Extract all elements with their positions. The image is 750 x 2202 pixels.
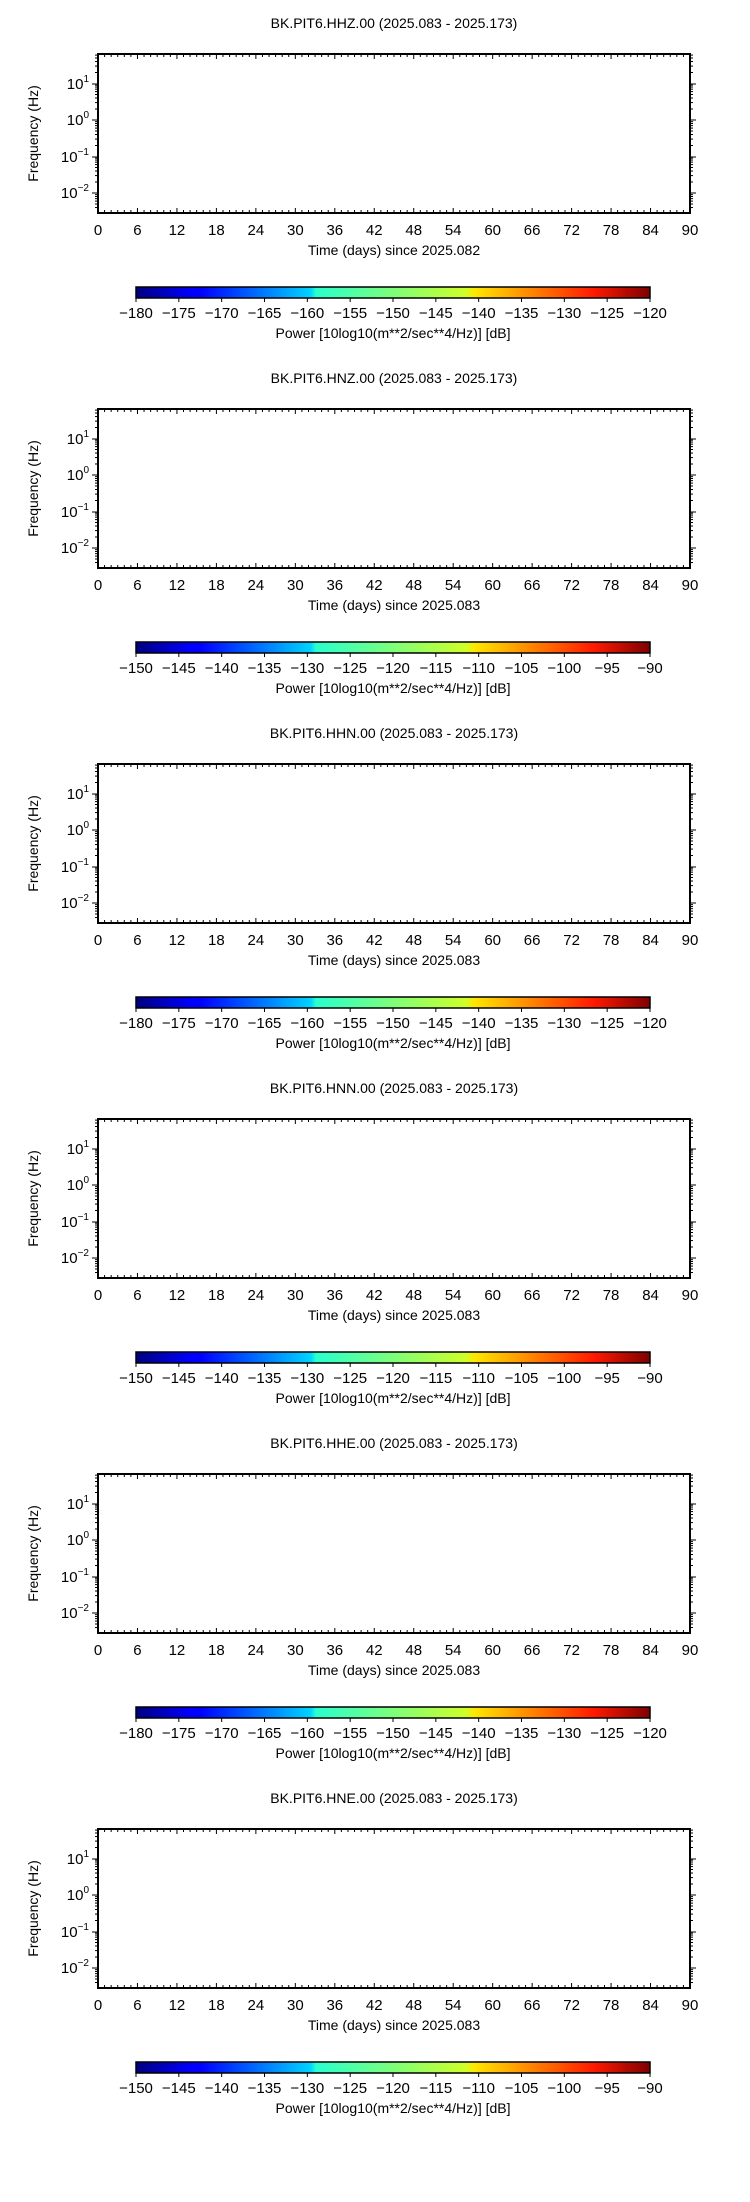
colorbar-tick-label: −180 [119,305,153,322]
y-tick-label: $10^{-2}$ [60,538,89,557]
colorbar-tick-label: −145 [161,1370,196,1387]
y-tick-label: $10^{-1}$ [60,1212,89,1231]
spectrogram-panel-1 [25,15,698,341]
y-tick-label: $10^{-1}$ [60,1567,89,1586]
x-tick-label: 54 [444,932,462,949]
x-tick-label: 66 [523,932,541,949]
x-tick-label: 84 [642,1287,659,1304]
colorbar-tick-label: −100 [547,660,582,677]
y-tick-label: $10^{-2}$ [60,1248,89,1267]
y-tick-label: $10^1$ [66,1494,89,1513]
y-tick-label: $10^{-2}$ [60,183,89,202]
plot-area [98,1474,690,1633]
x-tick-label: 36 [326,222,344,239]
colorbar-tick-label: −155 [333,1725,368,1742]
colorbar-tick-label: −150 [119,660,153,677]
colorbar-tick-label: −120 [633,1015,667,1032]
x-tick-label: 78 [602,1642,620,1659]
x-tick-label: 90 [681,932,699,949]
colorbar-label: Power [10log10(m**2/sec**4/Hz)] [dB] [275,1390,511,1406]
x-tick-label: 0 [93,1997,103,2014]
x-tick-label: 84 [642,1997,659,2014]
colorbar-tick-label: −130 [290,1370,325,1387]
x-tick-label: 0 [93,577,103,594]
x-tick-label: 78 [602,577,620,594]
x-tick-label: 12 [168,577,186,594]
x-tick-label: 0 [93,932,103,949]
colorbar-tick-label: −100 [547,1370,582,1387]
y-tick-label: $10^{-1}$ [60,857,89,876]
colorbar-tick-label: −135 [504,305,539,322]
x-tick-label: 36 [326,1997,344,2014]
colorbar-tick-label: −160 [290,1015,325,1032]
colorbar-tick-label: −140 [461,1725,496,1742]
colorbar [136,1352,650,1363]
x-tick-label: 6 [133,577,142,594]
x-tick-label: 30 [286,222,304,239]
colorbar-tick-label: −175 [161,305,196,322]
colorbar-tick-label: −110 [462,2080,496,2097]
colorbar-tick-label: −100 [547,2080,582,2097]
colorbar-tick-label: −160 [290,305,325,322]
colorbar-tick-label: −120 [376,660,410,677]
x-tick-label: 90 [681,1287,699,1304]
x-tick-label: 90 [681,577,699,594]
x-tick-label: 60 [484,1642,502,1659]
x-tick-label: 6 [133,1287,142,1304]
x-tick-label: 18 [208,932,225,949]
x-tick-label: 84 [642,1642,659,1659]
spectrogram-panel-2 [25,370,698,696]
colorbar-tick-label: −170 [204,1015,239,1032]
x-tick-label: 0 [93,1287,103,1304]
y-tick-label: $10^0$ [66,1530,89,1549]
colorbar-tick-label: −135 [247,1370,282,1387]
y-axis-label: Frequency (Hz) [25,795,41,892]
colorbar-tick-label: −95 [594,2080,620,2097]
y-axis-label: Frequency (Hz) [25,1860,41,1957]
x-tick-label: 60 [484,577,502,594]
colorbar-tick-label: −115 [419,2080,453,2097]
panel-title: BK.PIT6.HNN.00 (2025.083 - 2025.173) [269,1080,519,1096]
x-tick-label: 48 [405,1997,423,2014]
x-tick-label: 24 [247,577,265,594]
panel-title: BK.PIT6.HNZ.00 (2025.083 - 2025.173) [270,370,518,386]
colorbar-tick-label: −110 [462,660,496,677]
x-tick-label: 60 [484,1997,502,2014]
colorbar-tick-label: −130 [547,1015,582,1032]
colorbar-tick-label: −165 [247,305,282,322]
colorbar-label: Power [10log10(m**2/sec**4/Hz)] [dB] [275,1035,511,1051]
x-tick-label: 72 [563,1642,580,1659]
colorbar-tick-label: −120 [376,2080,410,2097]
x-tick-label: 12 [168,222,186,239]
spectrogram-panel-5 [25,1435,698,1761]
colorbar-tick-label: −160 [290,1725,325,1742]
plot-area [98,764,690,923]
x-tick-label: 48 [405,1642,423,1659]
x-tick-label: 54 [444,577,462,594]
x-tick-label: 66 [523,577,541,594]
y-tick-label: $10^1$ [66,429,89,448]
x-tick-label: 18 [208,1642,225,1659]
x-tick-label: 48 [405,222,423,239]
x-tick-label: 60 [484,222,502,239]
x-tick-label: 90 [681,1642,699,1659]
x-tick-label: 66 [523,1642,541,1659]
colorbar [136,642,650,653]
colorbar-tick-label: −155 [333,305,368,322]
colorbar-tick-label: −145 [161,2080,196,2097]
colorbar-tick-label: −150 [376,305,410,322]
x-axis-label: Time (days) since 2025.083 [307,952,481,968]
y-tick-label: $10^{-1}$ [60,1922,89,1941]
colorbar-tick-label: −105 [504,1370,539,1387]
colorbar-tick-label: −125 [590,1725,625,1742]
x-tick-label: 72 [563,1997,580,2014]
x-tick-label: 36 [326,932,344,949]
y-axis-label: Frequency (Hz) [25,440,41,537]
x-axis-label: Time (days) since 2025.083 [307,1307,481,1323]
y-tick-label: $10^0$ [66,110,89,129]
x-tick-label: 36 [326,1287,344,1304]
colorbar-tick-label: −150 [376,1725,410,1742]
colorbar-tick-label: −125 [333,660,368,677]
colorbar [136,1707,650,1718]
colorbar-tick-label: −140 [461,305,496,322]
x-tick-label: 42 [365,222,383,239]
colorbar-tick-label: −180 [119,1725,153,1742]
colorbar-tick-label: −110 [462,1370,496,1387]
colorbar-tick-label: −130 [547,305,582,322]
colorbar-tick-label: −170 [204,1725,239,1742]
x-tick-label: 6 [133,932,142,949]
colorbar-tick-label: −150 [376,1015,410,1032]
x-tick-label: 18 [208,1287,225,1304]
x-tick-label: 36 [326,1642,344,1659]
colorbar-tick-label: −120 [633,1725,667,1742]
x-tick-label: 12 [168,1997,186,2014]
colorbar-tick-label: −135 [504,1015,539,1032]
colorbar-tick-label: −130 [547,1725,582,1742]
x-tick-label: 18 [208,1997,225,2014]
colorbar-tick-label: −135 [504,1725,539,1742]
colorbar-label: Power [10log10(m**2/sec**4/Hz)] [dB] [275,325,511,341]
x-tick-label: 66 [523,1287,541,1304]
panel-title: BK.PIT6.HHE.00 (2025.083 - 2025.173) [270,1435,518,1451]
x-tick-label: 0 [93,222,103,239]
x-tick-label: 78 [602,1997,620,2014]
x-axis-label: Time (days) since 2025.083 [307,597,481,613]
colorbar-tick-label: −125 [333,1370,368,1387]
x-axis-label: Time (days) since 2025.083 [307,2017,481,2033]
y-axis-label: Frequency (Hz) [25,85,41,182]
colorbar-tick-label: −115 [419,660,453,677]
y-tick-label: $10^0$ [66,1885,89,1904]
plot-area [98,1829,690,1988]
panel-title: BK.PIT6.HHZ.00 (2025.083 - 2025.173) [270,15,518,31]
y-tick-label: $10^0$ [66,465,89,484]
x-tick-label: 54 [444,1997,462,2014]
x-tick-label: 48 [405,577,423,594]
x-tick-label: 84 [642,222,659,239]
y-tick-label: $10^1$ [66,1849,89,1868]
colorbar-tick-label: −90 [637,1370,663,1387]
x-tick-label: 30 [286,1997,304,2014]
colorbar-tick-label: −90 [637,2080,663,2097]
x-tick-label: 48 [405,932,423,949]
y-tick-label: $10^{-2}$ [60,1958,89,1977]
x-tick-label: 30 [286,1287,304,1304]
colorbar-tick-label: −105 [504,2080,539,2097]
y-tick-label: $10^1$ [66,74,89,93]
x-tick-label: 42 [365,932,383,949]
x-tick-label: 6 [133,1997,142,2014]
x-axis-label: Time (days) since 2025.083 [307,1662,481,1678]
colorbar-tick-label: −175 [161,1725,196,1742]
x-tick-label: 90 [681,222,699,239]
x-tick-label: 24 [247,1287,265,1304]
spectrogram-panel-3 [25,725,698,1051]
x-tick-label: 60 [484,1287,502,1304]
y-tick-label: $10^{-1}$ [60,147,89,166]
panel-title: BK.PIT6.HHN.00 (2025.083 - 2025.173) [269,725,519,741]
colorbar-tick-label: −175 [161,1015,196,1032]
colorbar-tick-label: −140 [461,1015,496,1032]
colorbar-tick-label: −140 [204,2080,239,2097]
colorbar-tick-label: −145 [418,305,453,322]
colorbar-tick-label: −150 [119,2080,153,2097]
spectrogram-panel-4 [25,1080,698,1406]
colorbar-tick-label: −105 [504,660,539,677]
y-tick-label: $10^0$ [66,820,89,839]
panel-title: BK.PIT6.HNE.00 (2025.083 - 2025.173) [270,1790,518,1806]
colorbar-tick-label: −150 [119,1370,153,1387]
x-tick-label: 6 [133,222,142,239]
colorbar-tick-label: −120 [633,305,667,322]
x-tick-label: 24 [247,932,265,949]
y-tick-label: $10^0$ [66,1175,89,1194]
x-tick-label: 42 [365,577,383,594]
colorbar-tick-label: −130 [290,660,325,677]
y-tick-label: $10^{-1}$ [60,502,89,521]
x-tick-label: 18 [208,222,225,239]
y-tick-label: $10^{-2}$ [60,1603,89,1622]
x-tick-label: 36 [326,577,344,594]
x-tick-label: 24 [247,222,265,239]
x-tick-label: 30 [286,577,304,594]
x-tick-label: 66 [523,222,541,239]
x-tick-label: 78 [602,222,620,239]
x-tick-label: 30 [286,932,304,949]
x-tick-label: 12 [168,1287,186,1304]
x-tick-label: 72 [563,222,580,239]
colorbar-tick-label: −120 [376,1370,410,1387]
x-tick-label: 42 [365,1997,383,2014]
colorbar-tick-label: −125 [590,305,625,322]
x-tick-label: 72 [563,932,580,949]
colorbar-tick-label: −125 [333,2080,368,2097]
x-tick-label: 60 [484,932,502,949]
colorbar-tick-label: −95 [594,660,620,677]
x-tick-label: 42 [365,1642,383,1659]
colorbar [136,997,650,1008]
x-tick-label: 12 [168,932,186,949]
x-tick-label: 72 [563,1287,580,1304]
x-tick-label: 84 [642,577,659,594]
x-tick-label: 90 [681,1997,699,2014]
colorbar-tick-label: −145 [418,1725,453,1742]
colorbar-tick-label: −170 [204,305,239,322]
x-tick-label: 78 [602,932,620,949]
x-tick-label: 30 [286,1642,304,1659]
plot-area [98,54,690,213]
x-tick-label: 24 [247,1997,265,2014]
colorbar-label: Power [10log10(m**2/sec**4/Hz)] [dB] [275,1745,511,1761]
y-tick-label: $10^1$ [66,1139,89,1158]
x-tick-label: 54 [444,222,462,239]
colorbar [136,287,650,298]
colorbar-tick-label: −95 [594,1370,620,1387]
plot-area [98,409,690,568]
x-tick-label: 6 [133,1642,142,1659]
colorbar-tick-label: −180 [119,1015,153,1032]
colorbar [136,2062,650,2073]
x-tick-label: 18 [208,577,225,594]
x-tick-label: 48 [405,1287,423,1304]
x-tick-label: 24 [247,1642,265,1659]
y-tick-label: $10^{-2}$ [60,893,89,912]
x-tick-label: 0 [93,1642,103,1659]
colorbar-label: Power [10log10(m**2/sec**4/Hz)] [dB] [275,680,511,696]
colorbar-tick-label: −165 [247,1725,282,1742]
x-tick-label: 78 [602,1287,620,1304]
spectrogram-panel-6 [25,1790,698,2116]
colorbar-tick-label: −145 [161,660,196,677]
x-tick-label: 42 [365,1287,383,1304]
x-axis-label: Time (days) since 2025.082 [307,242,481,258]
colorbar-label: Power [10log10(m**2/sec**4/Hz)] [dB] [275,2100,511,2116]
x-tick-label: 12 [168,1642,186,1659]
plot-area [98,1119,690,1278]
colorbar-tick-label: −115 [419,1370,453,1387]
colorbar-tick-label: −155 [333,1015,368,1032]
x-tick-label: 54 [444,1287,462,1304]
colorbar-tick-label: −90 [637,660,663,677]
colorbar-tick-label: −135 [247,660,282,677]
colorbar-tick-label: −125 [590,1015,625,1032]
colorbar-tick-label: −165 [247,1015,282,1032]
y-axis-label: Frequency (Hz) [25,1150,41,1247]
colorbar-tick-label: −140 [204,1370,239,1387]
x-tick-label: 72 [563,577,580,594]
y-tick-label: $10^1$ [66,784,89,803]
colorbar-tick-label: −145 [418,1015,453,1032]
x-tick-label: 66 [523,1997,541,2014]
colorbar-tick-label: −130 [290,2080,325,2097]
x-tick-label: 84 [642,932,659,949]
x-tick-label: 54 [444,1642,462,1659]
y-axis-label: Frequency (Hz) [25,1505,41,1602]
colorbar-tick-label: −140 [204,660,239,677]
colorbar-tick-label: −135 [247,2080,282,2097]
